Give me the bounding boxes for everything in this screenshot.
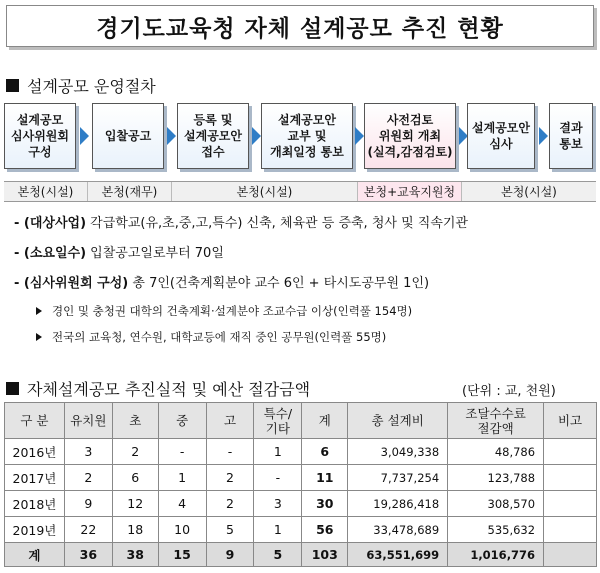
cell: 7,737,254 xyxy=(348,465,448,491)
cell: 308,570 xyxy=(448,491,544,517)
cell: 19,286,418 xyxy=(348,491,448,517)
cell: 38 xyxy=(112,543,158,567)
cell: - xyxy=(254,465,302,491)
cell: 6 xyxy=(112,465,158,491)
cell: 4 xyxy=(158,491,206,517)
detail-target: - (대상사업) 각급학교(유,초,중,고,특수) 신축, 체육관 등 증축, 청사 및 직속기관 xyxy=(14,216,468,231)
step-bid-notice: 입찰공고 xyxy=(92,103,164,169)
step-review: 설계공모안 심사 xyxy=(467,103,535,169)
cell xyxy=(544,543,597,567)
cell: 3,049,338 xyxy=(348,439,448,465)
cell: 3 xyxy=(64,439,112,465)
step-result: 결과 통보 xyxy=(549,103,593,169)
cell: 2 xyxy=(64,465,112,491)
cell xyxy=(544,465,597,491)
cell: - xyxy=(158,439,206,465)
col-header: 총 설계비 xyxy=(348,403,448,439)
step-committee: 설계공모 심사위원회 구성 xyxy=(4,103,76,169)
section-procedure-heading: 설계공모 운영절차 xyxy=(6,74,156,97)
cell: 9 xyxy=(206,543,254,567)
cell xyxy=(544,439,597,465)
col-header: 계 xyxy=(302,403,348,439)
section-results-heading: 자체설계공모 추진실적 및 예산 절감금액 xyxy=(6,377,310,400)
col-header: 비고 xyxy=(544,403,597,439)
dept-cell: 본청(재무) xyxy=(88,182,172,201)
dept-cell: 본청(시설) xyxy=(501,185,557,199)
col-header: 조달수수료 절감액 xyxy=(448,403,544,439)
cell: 103 xyxy=(302,543,348,567)
cell: 1,016,776 xyxy=(448,543,544,567)
cell: 22 xyxy=(64,517,112,543)
cell: 2018년 xyxy=(5,491,65,517)
department-row xyxy=(4,181,596,202)
table-row xyxy=(5,439,597,465)
cell: 9 xyxy=(64,491,112,517)
cell: 6 xyxy=(302,439,348,465)
cell: 48,786 xyxy=(448,439,544,465)
arrow-right-icon xyxy=(539,127,548,145)
cell: 2017년 xyxy=(5,465,65,491)
cell: 63,551,699 xyxy=(348,543,448,567)
step-pre-review: 사전검토 위원회 개최 (실격,감점검토) xyxy=(364,103,456,169)
cell: 56 xyxy=(302,517,348,543)
dept-cell: 본청(시설) xyxy=(172,182,358,201)
cell: 2019년 xyxy=(5,517,65,543)
dept-cell: 본청+교육지원청 xyxy=(358,182,462,201)
cell: 2 xyxy=(112,439,158,465)
col-header: 고 xyxy=(206,403,254,439)
table-row xyxy=(5,517,597,543)
square-bullet-icon xyxy=(6,382,19,395)
step-delivery: 설계공모안 교부 및 개최일정 통보 xyxy=(261,103,353,169)
arrow-right-icon xyxy=(355,127,364,145)
cell: 2 xyxy=(206,465,254,491)
cell: 1 xyxy=(254,439,302,465)
cell: 12 xyxy=(112,491,158,517)
table-total-row xyxy=(5,543,597,567)
cell: 5 xyxy=(206,517,254,543)
step-registration: 등록 및 설계공모안 접수 xyxy=(177,103,249,169)
detail-committee: - (심사위원회 구성) 총 7인(건축계획분야 교수 6인 + 타시도공무원 1인) xyxy=(14,276,430,291)
dept-cell: 본청(시설) xyxy=(4,182,88,201)
cell: 계 xyxy=(5,543,65,567)
triangle-bullet-icon xyxy=(36,333,42,341)
cell: - xyxy=(206,439,254,465)
cell: 5 xyxy=(254,543,302,567)
cell: 18 xyxy=(112,517,158,543)
cell: 535,632 xyxy=(448,517,544,543)
cell: 15 xyxy=(158,543,206,567)
cell xyxy=(544,517,597,543)
results-table xyxy=(4,402,597,567)
procedure-flow xyxy=(4,103,598,175)
cell: 11 xyxy=(302,465,348,491)
cell: 30 xyxy=(302,491,348,517)
sub-item: 전국의 교육청, 연수원, 대학교등에 재직 중인 공무원(인력풀 55명) xyxy=(36,329,386,345)
arrow-right-icon xyxy=(167,127,176,145)
sub-item: 경인 및 충청권 대학의 건축계획·설계분야 조교수급 이상(인력풀 154명) xyxy=(36,303,412,319)
detail-duration: - (소요일수) 입찰공고일로부터 70일 xyxy=(14,246,224,261)
col-header: 유치원 xyxy=(64,403,112,439)
cell xyxy=(544,491,597,517)
cell: 2 xyxy=(206,491,254,517)
arrow-right-icon xyxy=(80,127,89,145)
table-header-row xyxy=(5,403,597,439)
table-row xyxy=(5,465,597,491)
unit-label: (단위 : 교, 천원) xyxy=(462,384,556,399)
cell: 36 xyxy=(64,543,112,567)
col-header: 구 분 xyxy=(5,403,65,439)
cell: 1 xyxy=(158,465,206,491)
triangle-bullet-icon xyxy=(36,307,42,315)
col-header: 초 xyxy=(112,403,158,439)
col-header: 중 xyxy=(158,403,206,439)
cell: 123,788 xyxy=(448,465,544,491)
cell: 10 xyxy=(158,517,206,543)
cell: 3 xyxy=(254,491,302,517)
arrow-right-icon xyxy=(252,127,261,145)
document-title-box xyxy=(6,5,594,47)
square-bullet-icon xyxy=(6,79,19,92)
cell: 2016년 xyxy=(5,439,65,465)
cell: 1 xyxy=(254,517,302,543)
table-row xyxy=(5,491,597,517)
col-header: 특수/ 기타 xyxy=(254,403,302,439)
cell: 33,478,689 xyxy=(348,517,448,543)
document-title: 경기도교육청 자체 설계공모 추진 현황 xyxy=(96,15,504,42)
